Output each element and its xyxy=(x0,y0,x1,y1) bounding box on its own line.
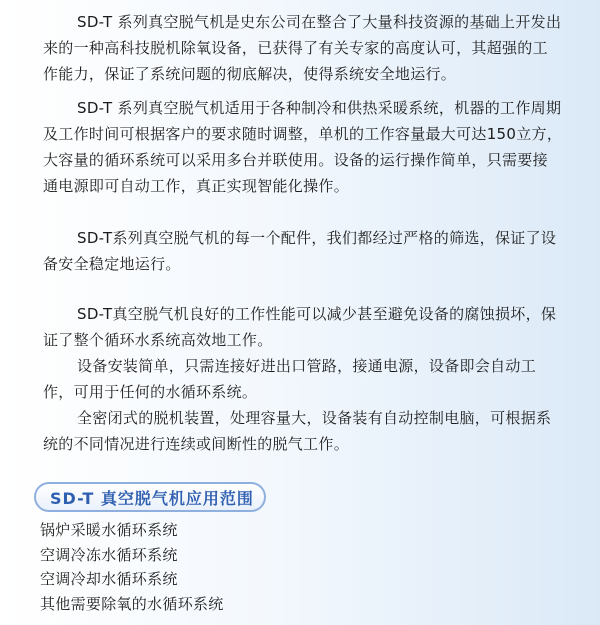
section-heading-text: SD-T 真空脱气机应用范围 xyxy=(50,488,254,508)
parts-paragraph: SD-T系列真空脱气机的每一个配件，我们都经过严格的筛选，保证了设备安全稳定地运行。 xyxy=(43,229,557,273)
application-list xyxy=(40,518,224,616)
list-item: 锅炉采暖水循环系统 xyxy=(40,521,178,539)
sealed-device-paragraph: 全密闭式的脱机装置，处理容量大，设备装有自动控制电脑，可根据系统的不同情况进行连续或间断性的脱气工作。 xyxy=(43,409,552,453)
list-item: 空调冷却水循环系统 xyxy=(40,570,178,588)
application-paragraph: SD-T 系列真空脱气机适用于各种制冷和供热采暖系统，机器的工作周期及工作时间可根据客户的要求随时调整，单机的工作容量最大可达150立方，大容量的循环系统可以采用多台并联使用。设备的运行操作简单，只需要接通电源即可自动工作，真正实现智能化操作。 xyxy=(43,99,563,195)
list-item: 其他需要除氧的水循环系统 xyxy=(40,594,224,613)
intro-paragraph: SD-T 系列真空脱气机是史东公司在整合了大量科技资源的基础上开发出来的一种高科技脱机除氧设备，已获得了有关专家的高度认可，其超强的工作能力，保证了系统问题的彻底解决，使得系统安全地运行。 xyxy=(43,13,562,83)
installation-paragraph: 设备安装简单，只需连接好进出口管路，接通电源，设备即会自动工作，可用于任何的水循环系统。 xyxy=(43,357,537,401)
performance-paragraph: SD-T真空脱气机良好的工作性能可以减少甚至避免设备的腐蚀损坏，保证了整个循环水系统高效地工作。 xyxy=(43,305,557,349)
section-heading xyxy=(34,482,266,512)
list-item: 空调冷冻水循环系统 xyxy=(40,545,178,564)
